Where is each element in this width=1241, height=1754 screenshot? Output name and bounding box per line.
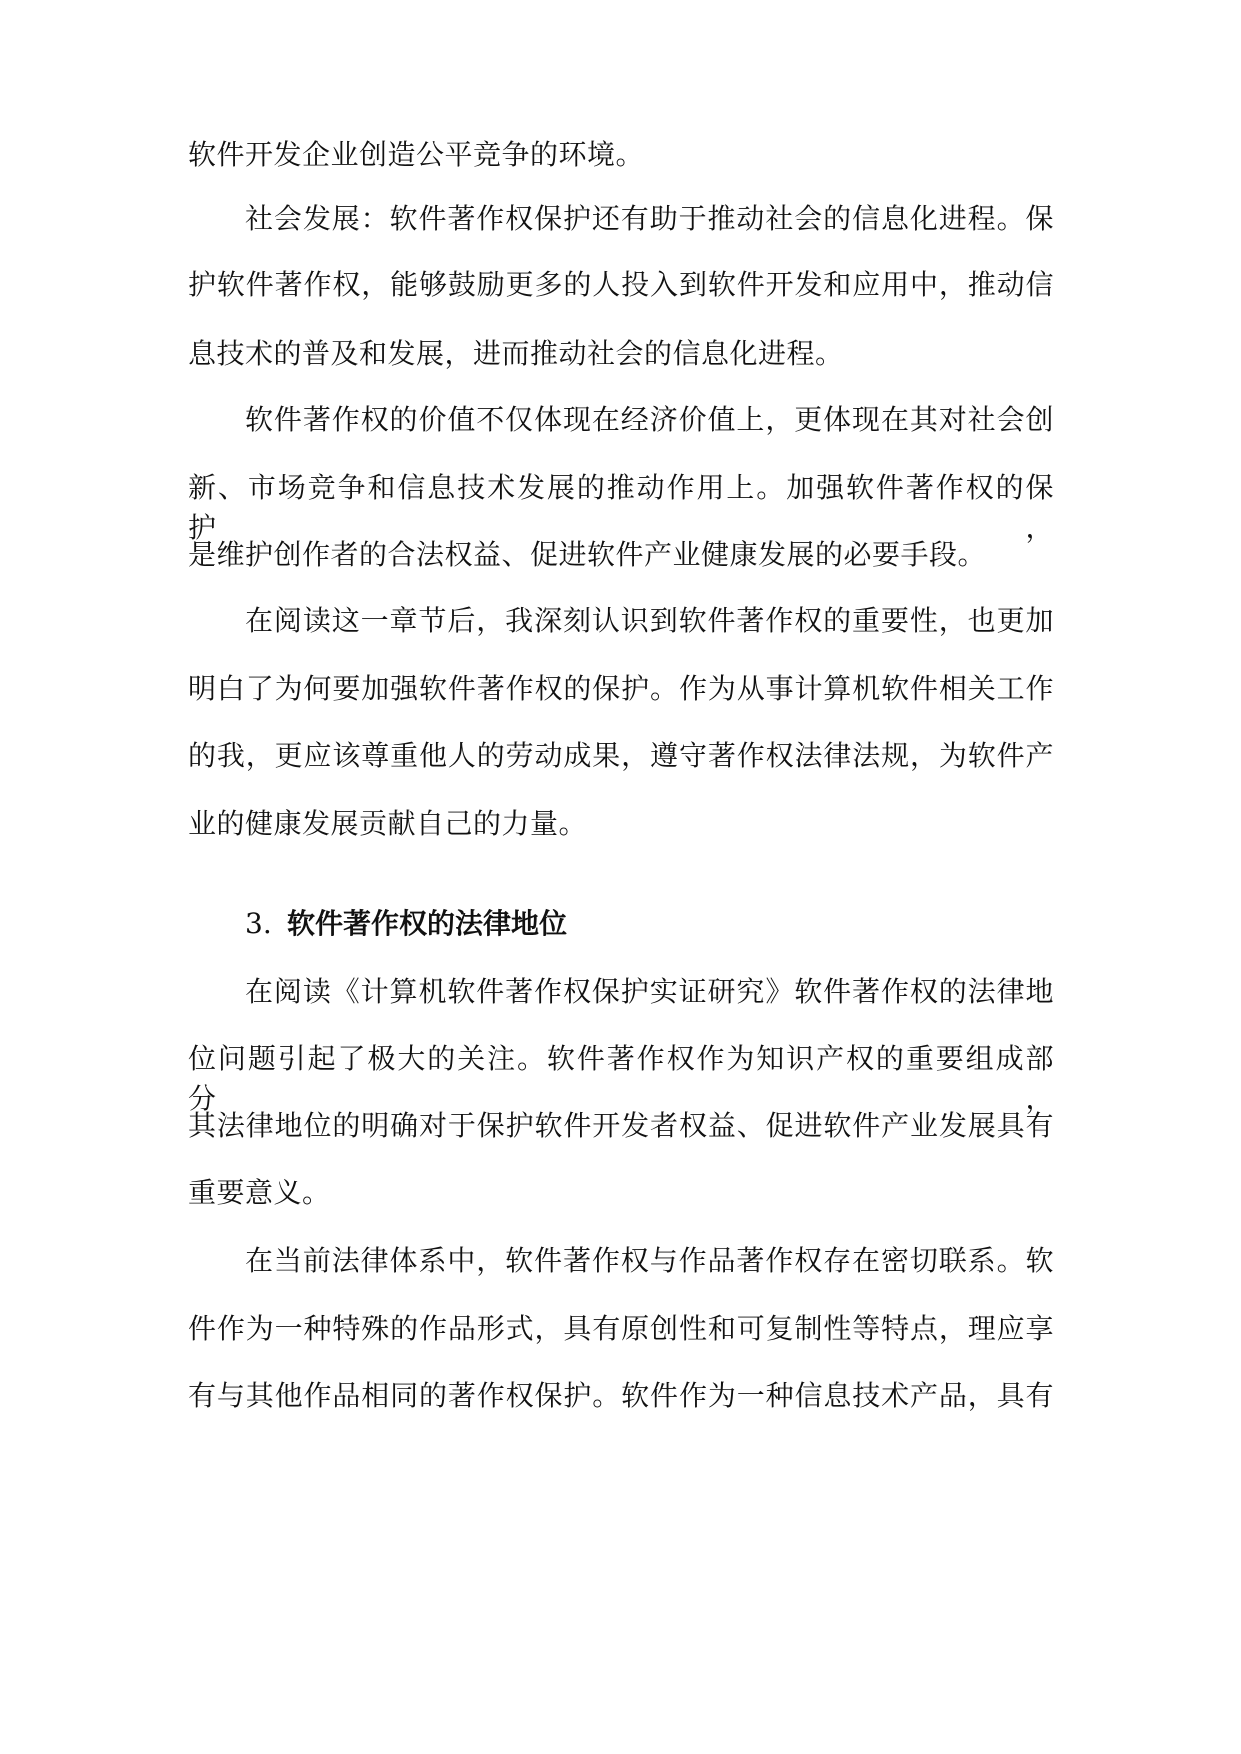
paragraph-line: 在阅读《计算机软件著作权保护实证研究》软件著作权的法律地 [245,975,1054,1008]
paragraph-line: 有与其他作品相同的著作权保护。软件作为一种信息技术产品，具有 [188,1379,1054,1412]
paragraph-line: 业的健康发展贡献自己的力量。 [188,807,588,840]
paragraph-line: 软件著作权的价值不仅体现在经济价值上，更体现在其对社会创 [245,403,1054,436]
paragraph-line: 在当前法律体系中，软件著作权与作品著作权存在密切联系。软 [245,1244,1054,1277]
paragraph-line: 护软件著作权，能够鼓励更多的人投入到软件开发和应用中，推动信 [188,268,1054,301]
paragraph-line: 明白了为何要加强软件著作权的保护。作为从事计算机软件相关工作 [188,672,1054,705]
paragraph-line: 重要意义。 [188,1176,331,1209]
paragraph-line: 件作为一种特殊的作品形式，具有原创性和可复制性等特点，理应享 [188,1312,1054,1345]
paragraph-line: 是维护创作者的合法权益、促进软件产业健康发展的必要手段。 [188,538,987,571]
paragraph-line: 社会发展：软件著作权保护还有助于推动社会的信息化进程。保 [245,202,1054,235]
paragraph-line: 的我，更应该尊重他人的劳动成果，遵守著作权法律法规，为软件产 [188,739,1054,772]
paragraph-line: 在阅读这一章节后，我深刻认识到软件著作权的重要性，也更加 [245,604,1054,637]
paragraph-line: 息技术的普及和发展，进而推动社会的信息化进程。 [188,337,844,370]
section-heading [245,904,567,944]
paragraph-line: 软件开发企业创造公平竞争的环境。 [188,138,645,171]
paragraph-line: 位问题引起了极大的关注。软件著作权作为知识产权的重要组成部分， [188,1042,1054,1115]
paragraph-line: 新、市场竞争和信息技术发展的推动作用上。加强软件著作权的保护， [188,471,1054,544]
section-title: 软件著作权的法律地位 [287,907,568,940]
paragraph-line: 其法律地位的明确对于保护软件开发者权益、促进软件产业发展具有 [188,1109,1054,1142]
section-number: 3. [245,907,272,940]
